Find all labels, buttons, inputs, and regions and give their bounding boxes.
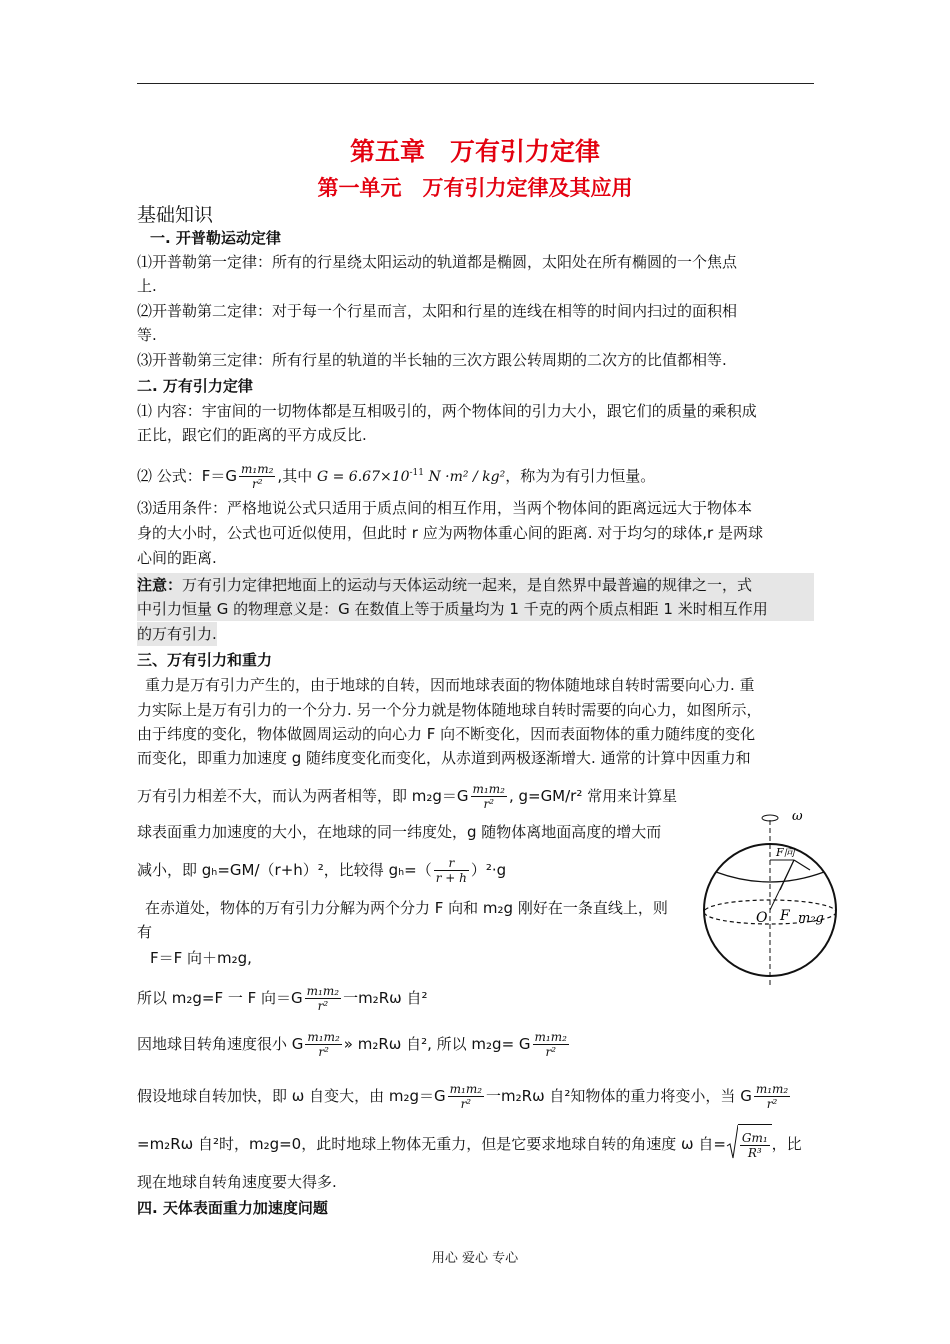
- gravity-line8b: 有: [137, 923, 153, 941]
- gravity-line13-b: ，比: [771, 1135, 802, 1153]
- section1-heading: 一. 开普勒运动定律: [150, 229, 281, 247]
- kepler-law-3: ⑶开普勒第三定律：所有行星的轨道的半长轴的三次方跟公转周期的二次方的比值都相等.: [137, 351, 727, 369]
- gravity-line12-b: 一m₂Rω 自²知物体的重力将变小，当 G: [486, 1087, 752, 1105]
- force-arrow-gravity: [780, 860, 794, 890]
- note-line3: 的万有引力.: [137, 622, 217, 646]
- gravity-line1: 重力是万有引力产生的，由于地球的自转，因而地球表面的物体随地球自转时需要向心力. 重: [145, 676, 755, 694]
- gravity-line7-a: 减小，即 gₕ=GM/（r+h）²，比较得 gₕ=（: [137, 861, 432, 879]
- unit-title: 第一单元 万有引力定律及其应用: [317, 176, 633, 200]
- gravity-line5-b: , g=GM/r² 常用来计算星: [508, 787, 678, 805]
- gravity-line7: [137, 850, 506, 890]
- gravity-line11-b: » m₂Rω 自², 所以 m₂g= G: [343, 1035, 531, 1053]
- gravity-line5: [137, 776, 677, 816]
- gravitation-formula: [137, 453, 655, 497]
- gravity-line12-a: 假设地球自转加快，即 ω 自变大，由 m₂g＝G: [137, 1087, 446, 1105]
- section3-heading: 三、万有引力和重力: [137, 651, 273, 669]
- section2-heading: 二. 万有引力定律: [137, 377, 253, 395]
- gravity-line13-a: =m₂Rω 自²时，m₂g=0，此时地球上物体无重力，但是它要求地球自转的角速度 ω 自=: [137, 1135, 726, 1153]
- force-arrow-f: [794, 860, 810, 870]
- gravity-line7-b: ）²·g: [470, 861, 507, 879]
- header-rule: [137, 83, 814, 84]
- center-o-label: O: [756, 910, 768, 926]
- gravity-line14: 现在地球自转角速度要大得多.: [137, 1173, 337, 1191]
- fraction-m1m2-r2: $\frac{\text{m₁m₂}}{\text{r²}}$: [534, 1030, 567, 1059]
- omega-label: ω: [792, 809, 803, 824]
- page-footer: 用心 爱心 专心: [431, 1251, 519, 1266]
- f-xiang-label: F向: [776, 846, 795, 859]
- fraction-m1m2-r2: $\frac{\text{m₁m₂}}{\text{r²}}$: [449, 1082, 483, 1111]
- gravity-line4: 而变化，即重力加速度 g 随纬度变化而变化，从赤道到两极逐渐增大. 通常的计算中因重力和: [137, 749, 751, 767]
- kepler-law-1-line1: ⑴开普勒第一定律：所有的行星绕太阳运动的轨道都是椭圆，太阳处在所有椭圆的一个焦点: [137, 253, 738, 271]
- gravity-line6: 球表面重力加速度的大小，在地球的同一纬度处，g 随物体离地面高度的增大而: [137, 823, 662, 841]
- gravity-line8: 在赤道处，物体的万有引力分解为两个分力 F 向和 m₂g 刚好在一条直线上，则: [145, 899, 668, 917]
- constant-exp: -11: [409, 468, 425, 478]
- gravity-line13: [137, 1124, 802, 1165]
- gravity-line5-a: 万有引力相差不大，而认为两者相等，即 m₂g＝G: [137, 787, 469, 805]
- constant-unit: N ·m² / kg²: [424, 469, 506, 485]
- gravity-line11-a: 因地球目转角速度很小 G: [137, 1035, 304, 1053]
- gravity-line10-a: 所以 m₂g=F 一 F 向＝G: [137, 989, 303, 1007]
- gravity-line10-b: 一m₂Rω 自²: [343, 989, 428, 1007]
- fraction-r-rh: $\frac{r}{r + h}$: [435, 856, 467, 885]
- fraction-m1m2-r2: $\frac{\text{m₁m₂}}{\text{r²}}$: [241, 462, 274, 491]
- fraction-m1m2-r2: $\frac{\text{m₁m₂}}{\text{r²}}$: [755, 1082, 789, 1111]
- fraction-m1m2-r2: $\frac{\text{m₁m₂}}{\text{r²}}$: [306, 984, 340, 1013]
- sqrt-expression: [726, 1124, 772, 1165]
- applicability-line2: 身的大小时，公式也可近似使用，但此时 r 应为两物体重心间的距离. 对于均匀的球体,r 是两球: [137, 524, 763, 542]
- section4-heading: 四. 天体表面重力加速度问题: [137, 1199, 328, 1217]
- kepler-law-1-line2: 上.: [137, 277, 157, 295]
- formula-prefix: ⑵ 公式：F＝G: [137, 467, 238, 485]
- fraction-m1m2-r2: $\frac{\text{m₁m₂}}{\text{r²}}$: [472, 782, 505, 811]
- fraction-gm1-r3: $\frac{\text{Gm₁}}{\text{R³}}$: [741, 1131, 768, 1160]
- earth-rotation-figure: [700, 800, 840, 1000]
- constant-g: G = 6.67×10: [316, 469, 410, 485]
- basics-heading: 基础知识: [137, 204, 214, 226]
- sqrt-sign-icon: [726, 1124, 738, 1160]
- note-line1: [137, 573, 814, 597]
- gravitation-content-line1: ⑴ 内容：宇宙间的一切物体都是互相吸引的，两个物体间的引力大小，跟它们的质量的乘积成: [137, 402, 757, 420]
- applicability-line1: ⑶适用条件：严格地说公式只适用于质点间的相互作用，当两个物体间的距离远远大于物体本: [137, 499, 753, 517]
- formula-suffix: ，称为为有引力恒量。: [505, 467, 656, 485]
- kepler-law-2-line2: 等.: [137, 326, 157, 344]
- gravity-line9: F＝F 向＋m₂g,: [150, 949, 252, 967]
- note-line2: 中引力恒量 G 的物理意义是：G 在数值上等于质量均为 1 千克的两个质点相距 1 米时相互作用: [137, 597, 814, 621]
- note-label: 注意：: [137, 576, 183, 594]
- kepler-law-2-line1: ⑵开普勒第二定律：对于每一个行星而言，太阳和行星的连线在相等的时间内扫过的面积相: [137, 302, 738, 320]
- fraction-m1m2-r2: $\frac{\text{m₁m₂}}{\text{r²}}$: [307, 1030, 340, 1059]
- gravity-line2: 力实际上是万有引力的一个分力. 另一个分力就是物体随地球自转时需要的向心力，如图所示，: [137, 701, 762, 719]
- m2g-label: m₂g: [798, 911, 824, 926]
- applicability-line3: 心间的距离.: [137, 549, 217, 567]
- f-label: F: [780, 908, 790, 924]
- gravity-line10: [137, 978, 427, 1018]
- gravitation-content-line2: 正比，跟它们的距离的平方成反比.: [137, 426, 367, 444]
- formula-mid: ,其中: [277, 467, 313, 485]
- chapter-title: 第五章 万有引力定律: [349, 137, 600, 166]
- note-text-1: 万有引力定律把地面上的运动与天体运动统一起来，是自然界中最普遍的规律之一，式: [182, 576, 753, 594]
- gravity-line12: [137, 1076, 792, 1116]
- gravity-line3: 由于纬度的变化，物体做圆周运动的向心力 F 向不断变化，因而表面物体的重力随纬度的变化: [137, 725, 756, 743]
- gravity-line11: [137, 1024, 571, 1064]
